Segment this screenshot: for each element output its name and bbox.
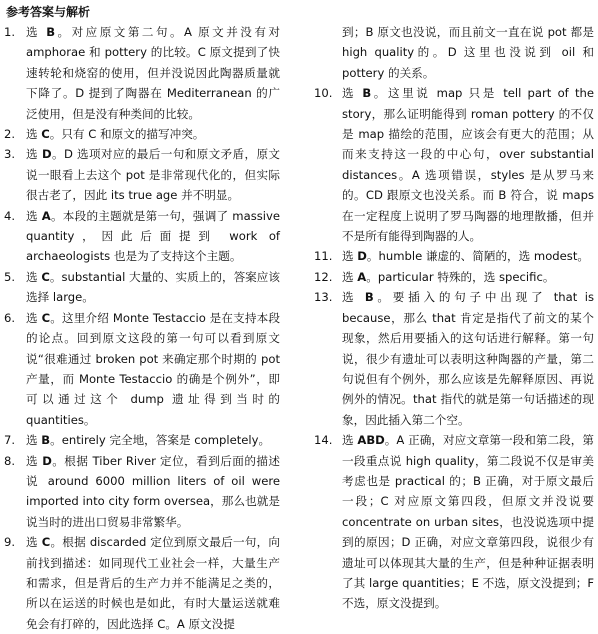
answer-letter: B: [46, 25, 56, 39]
answer-item-14: 14. 选 ABD。A 正确，对应文章第一段和第二段，第一段重点说 high quality，第二段说不仅是审美考虑也是 practical 的；B 正确，对于原文最后一段；C 对应原文第四段，但原文并没说要 concentrate on urban sites，也没说选项中提到的原因；D 正确，对应文章第四段，说很少有遗址可以体现其大量的生产，但是种种证据表明了其 large quantities；E 不选，原文没提到；F 不选，原文没提到。: [314, 430, 594, 614]
answer-item-2: 2. 选 C。只有 C 和原文的描写冲突。: [4, 124, 280, 144]
answer-item-6: 6. 选 C。这里介绍 Monte Testaccio 是在支持本段的论点。回到原文这段的第一句可以看到原文说“很难通过 broken pot 来确定那个时期的 pot 产量，而 Monte Testaccio 的确是个例外”，即可以通过这个 dump 遗址得到当时的 quantities。: [4, 308, 280, 430]
item-number: 4.: [4, 208, 16, 223]
item-number: 3.: [4, 147, 16, 162]
answer-letter: C: [41, 310, 51, 325]
item-number: 7.: [4, 433, 16, 448]
right-column: [314, 22, 594, 614]
explanation: 。对应原文第二句。A 原文并没有对 amphorae 和 pottery 的比较。C 原文提到了快速转轮和烧窑的使用，但并没说因此陶器质量就下降了。D 提到了陶器在 Mediterranean 的广泛使用，但是没有种类间的比较。: [26, 25, 281, 121]
page-title: 参考答案与解析: [6, 5, 91, 19]
answer-letter: B: [362, 86, 372, 101]
answer-letter: D: [42, 453, 52, 468]
item-number: 5.: [4, 269, 16, 284]
item-number: 12.: [314, 269, 333, 284]
answer-letter: B: [364, 290, 374, 305]
left-column: [4, 22, 280, 634]
answer-letter: B: [41, 433, 51, 448]
answer-item-4: 4. 选 A。本段的主题就是第一句，强调了 massive quantity，因此后面提到 work of archaeologists 也是为了支持这个主题。: [4, 206, 280, 267]
explanation: 。这里说 map 只是 tell part of the story，那么证明能得到 roman pottery 的不仅是 map 描绘的范围，应该会有更大的范围；从而来支持这一段的中心句，over substantial distances。A 选项错误，styles 是从罗马来的。CD 跟原文也没关系。而 B 符合，说 maps 在一定程度上说明了罗马陶器的地理散播，但并不是所有能得到陶器的人。: [342, 86, 595, 244]
explanation: 。A 正确，对应文章第一段和第二段，第一段重点说 high quality，第二段说不仅是审美考虑也是 practical 的；B 正确，对于原文最后一段；C 对应原文第四段，但原文并没说要 concentrate on urban sites，也没说选项中提到的原因；D 正确，对应文章第四段，说很少有遗址可以体现其大量的生产，但是种种证据表明了其 large quantities；E 不选，原文没提到；F 不选，原文没提到。: [342, 433, 594, 611]
answer-item-13: 13. 选 B。要插入的句子中出现了 that is because，那么 that 肯定是指代了前文的某个现象，然后用要插入的这句话进行解释。第一句说，很少有遗址可以表明这种陶器的产量，第二句说但有个例外，那么应该是先解释原因、再说例外的情况。that 指代的就是第一句话描述的现象，因此插入第二个空。: [314, 287, 594, 430]
item-number: 2.: [4, 127, 16, 142]
item-number: 9.: [4, 535, 16, 550]
answer-item-1: 1. 选 B。对应原文第二句。A 原文并没有对 amphorae 和 pottery 的比较。C 原文提到了快速转轮和烧窑的使用，但并没说因此陶器质量就下降了。D 提到了陶器在 Mediterranean 的广泛使用，但是没有种类间的比较。: [4, 22, 280, 124]
answer-item-8: 8. 选 D。根据 Tiber River 定位，看到后面的描述说 around 6000 million liters of oil were imported into city form oversea，那么也就是说当时的进出口贸易非常繁华。: [4, 451, 280, 533]
answer-letter: C: [41, 127, 50, 142]
item-number: 8.: [4, 453, 16, 468]
answer-letter: A: [41, 208, 51, 223]
item-number: 10.: [314, 86, 333, 101]
explanation: 。根据 Tiber River 定位，看到后面的描述说 around 6000 million liters of oil were imported into city form oversea，那么也就是说当时的进出口贸易非常繁华。: [26, 453, 280, 529]
answer-item-5: 5. 选 C。substantial 大量的、实质上的，答案应该选择 large。: [4, 267, 280, 308]
explanation: 。根据 discarded 定位到原文最后一句，向前找到描述：如同现代工业社会一样，大量生产和需求，但是背后的生产力并不能满足之类的，所以在运送的时候也是如此，有时大量运送就难免会有打碎的，因此选择 C。A 原文没提: [26, 535, 281, 631]
item-number: 6.: [4, 310, 16, 325]
item-number: 14.: [314, 433, 333, 448]
answer-letter: C: [41, 535, 51, 550]
answer-letter: C: [41, 269, 50, 284]
explanation: 。humble 谦虚的、简陋的，选 modest。: [366, 249, 589, 264]
answer-item-7: 7. 选 B。entirely 完全地，答案是 completely。: [4, 430, 280, 450]
answer-letter: ABD: [357, 433, 385, 448]
explanation: 。本段的主题就是第一句，强调了 massive quantity，因此后面提到 work of archaeologists 也是为了支持这个主题。: [26, 208, 280, 264]
explanation: 。substantial 大量的、实质上的，答案应该选择 large。: [26, 269, 280, 305]
explanation: 。D 选项对应的最后一句和原文矛盾，原文说一眼看上去这个 pot 是非常现代化的，但实际很古老了，因此 its true age 并不明显。: [26, 147, 280, 203]
item-number: 11.: [314, 249, 333, 264]
answer-item-10: 10. 选 B。这里说 map 只是 tell part of the story，那么证明能得到 roman pottery 的不仅是 map 描绘的范围，应该会有更大的范围；从而来支持这一段的中心句，over substantial distances。A 选项错误，styles 是从罗马来的。CD 跟原文也没关系。而 B 符合，说 maps 在一定程度上说明了罗马陶器的地理散播，但并不是所有能得到陶器的人。: [314, 83, 594, 246]
explanation: 。这里介绍 Monte Testaccio 是在支持本段的论点。回到原文这段的第一句可以看到原文说“很难通过 broken pot 来确定那个时期的 pot 产量，而 Monte Testaccio 的确是个例外”，即可以通过这个 dump 遗址得到当时的 quantities。: [26, 310, 280, 427]
answer-item-3: 3. 选 D。D 选项对应的最后一句和原文矛盾，原文说一眼看上去这个 pot 是非常现代化的，但实际很古老了，因此 its true age 并不明显。: [4, 144, 280, 205]
answer-letter: D: [42, 147, 52, 162]
explanation: 。要插入的句子中出现了 that is because，那么 that 肯定是指代了前文的某个现象，然后用要插入的这句话进行解释。第一句说，很少有遗址可以表明这种陶器的产量，第二句说但有个例外，那么应该是先解释原因、再说例外的情况。that 指代的就是第一句话描述的现象，因此插入第二个空。: [342, 290, 595, 427]
answer-letter: A: [357, 269, 367, 284]
item-number: 1.: [4, 25, 16, 39]
explanation: 。particular 特殊的，选 specific。: [366, 269, 555, 284]
answer-letter: D: [357, 249, 367, 264]
answer-item-9: 9. 选 C。根据 discarded 定位到原文最后一句，向前找到描述：如同现代工业社会一样，大量生产和需求，但是背后的生产力并不能满足之类的，所以在运送的时候也是如此，有时大量运送就难免会有打碎的，因此选择 C。A 原文没提: [4, 532, 280, 634]
answer-9-continuation: 到；B 原文也没说，而且前文一直在说 pot 都是 high quality的。D 这里也没说到 oil 和 pottery 的关系。: [342, 25, 594, 80]
explanation: 。entirely 完全地，答案是 completely。: [50, 433, 271, 448]
answer-item-12: 12. 选 A。particular 特殊的，选 specific。: [314, 267, 594, 287]
answer-item-11: 11. 选 D。humble 谦虚的、简陋的，选 modest。: [314, 246, 594, 266]
item-number: 13.: [314, 290, 333, 305]
explanation: 。只有 C 和原文的描写冲突。: [49, 127, 205, 142]
